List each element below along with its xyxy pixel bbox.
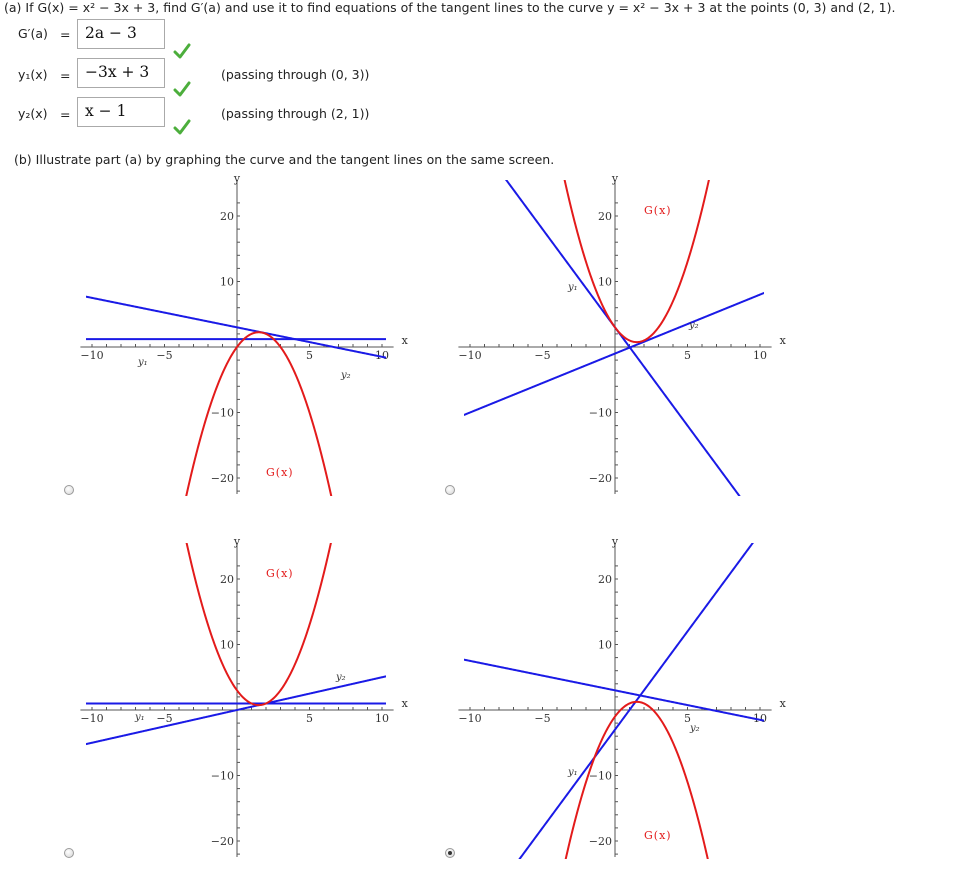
x-tick-label: −5 (156, 349, 173, 362)
equals-sign: = (60, 27, 71, 42)
answer-label-derivative: G′(a) (18, 26, 48, 41)
radio-option-a[interactable] (64, 485, 74, 495)
x-tick-label: 10 (753, 349, 767, 362)
x-tick-label: −10 (458, 349, 482, 362)
question-part-b: (b) Illustrate part (a) by graphing the curve and the tangent lines on the same screen. (14, 152, 555, 167)
y-tick-label: 20 (220, 573, 234, 586)
y-tick-label: 10 (220, 275, 234, 289)
y-tick-label: 10 (220, 638, 234, 652)
y-tick-label: 20 (598, 573, 612, 586)
y-tick-label: −20 (588, 472, 612, 485)
y-tick-label: 10 (598, 275, 612, 289)
y-tick-label: 20 (220, 210, 234, 223)
y-tick-label: −10 (588, 406, 612, 420)
x-tick-label: −5 (534, 349, 551, 362)
x-tick-label: −10 (80, 712, 104, 725)
x-tick-label: 10 (375, 349, 389, 362)
equals-sign: = (60, 68, 71, 83)
graph-option-a (80, 172, 408, 497)
graph-option-d (458, 535, 786, 860)
x-tick-label: −5 (534, 712, 551, 725)
x-axis-label: x (779, 697, 786, 710)
x-tick-label: 10 (375, 712, 389, 725)
note-y2: (passing through (2, 1)) (221, 106, 370, 121)
series-label-y2: y₂ (336, 672, 346, 683)
check-icon (173, 42, 191, 60)
series-label-y2: y₂ (689, 320, 699, 331)
radio-option-b[interactable] (445, 485, 455, 495)
x-tick-label: 5 (306, 712, 313, 725)
y-axis-label: y (611, 172, 619, 185)
x-tick-label: −5 (156, 712, 173, 725)
series-label-y1: y₁ (138, 357, 148, 368)
x-tick-label: 5 (306, 349, 313, 362)
y-tick-label: −20 (210, 472, 234, 485)
note-y1: (passing through (0, 3)) (221, 67, 370, 82)
series-label-curve: G(x) (266, 466, 294, 479)
series-label-y2: y₂ (341, 370, 351, 381)
check-icon (173, 80, 191, 98)
graph-option-b (458, 172, 786, 497)
y-tick-label: −20 (588, 835, 612, 848)
tangent-y1-answer-field[interactable]: −3x + 3 (77, 58, 165, 88)
y-axis-label: y (611, 535, 619, 548)
x-tick-label: −10 (458, 712, 482, 725)
series-label-curve: G(x) (644, 829, 672, 842)
y-tick-label: −20 (210, 835, 234, 848)
x-axis-label: x (401, 697, 408, 710)
answer-label-y1: y₁(x) (18, 67, 48, 82)
x-tick-label: 10 (753, 712, 767, 725)
series-label-y1: y₁ (135, 712, 145, 723)
answer-label-y2: y₂(x) (18, 106, 48, 121)
radio-option-d[interactable] (445, 848, 455, 858)
y-axis-label: y (233, 172, 241, 185)
y-tick-label: 20 (598, 210, 612, 223)
tangent-y2-answer-field[interactable]: x − 1 (77, 97, 165, 127)
x-axis-label: x (779, 334, 786, 347)
radio-option-c[interactable] (64, 848, 74, 858)
y-tick-label: 10 (598, 638, 612, 652)
question-part-a: (a) If G(x) = x² − 3x + 3, find G′(a) and use it to find equations of the tangent lines to the curve y = x² − 3x + 3 at the points (0, 3) and (2, 1). (4, 0, 896, 15)
derivative-answer-field[interactable]: 2a − 3 (77, 19, 165, 49)
equals-sign: = (60, 107, 71, 122)
x-tick-label: 5 (684, 349, 691, 362)
x-tick-label: 5 (684, 712, 691, 725)
y-tick-label: −10 (210, 406, 234, 420)
graph-option-c (80, 535, 408, 860)
x-tick-label: −10 (80, 349, 104, 362)
series-label-y1: y₁ (568, 767, 578, 778)
series-label-curve: G(x) (644, 204, 672, 217)
series-label-curve: G(x) (266, 567, 294, 580)
check-icon (173, 118, 191, 136)
y-axis-label: y (233, 535, 241, 548)
x-axis-label: x (401, 334, 408, 347)
series-label-y2: y₂ (690, 723, 700, 734)
y-tick-label: −10 (588, 769, 612, 783)
y-tick-label: −10 (210, 769, 234, 783)
series-label-y1: y₁ (568, 282, 578, 293)
